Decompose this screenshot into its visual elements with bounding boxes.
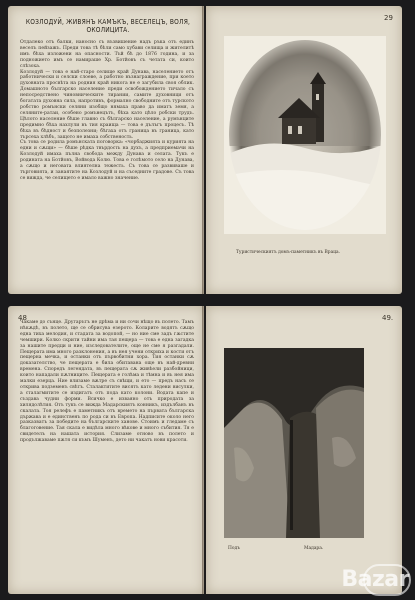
photo-caption: Туристическиятъ домъ-паметникъ въ Враца. — [236, 250, 341, 255]
page-body-text: Чакаме до сънце. Другарътъ не дрѣма и ни сочи нѣщо въ полето. Тамъ нѣкѫдѣ, въ полето, ще се обрисува езерото. Коларите водятъ сѫщо една тиха мелодия, и стадата за водопой, — но ние сме задъ гѫстите чемшири. Колко скрити тайни има тая пещера — това е една загадка за нашите предци и ние, изследователите, още не сме я разгадали. Пещерата има много разклонения, а въ нея учени откриха и кости отъ пещерна мечка, и останки отъ първобитни хора. Тия останки сѫ доказателство, че пещерата е била обитавана още въ най-древни времена. Споредъ легендата, въ пещерата сѫ живѣели разбойници, които нападали пѫтниците. Пещерата е голѣма и тѣмна и въ нея има малки езерца. Ние влизаме вѫтре съ свѣщи, и ето — предъ насъ се открива подземенъ свѣтъ. Сталактитите висятъ като ледени висулки, а сталагмитите се издигатъ отъ пода като колони. Водата капе и създава чудни форми. Всичко е изваяно отъ природата за хилядолѣтия. Отъ тукъ се вижда Мадарскиятъ конникъ, издълбанъ въ скалата. Тоя релефъ е паметникъ отъ времето на първата българска държава и е единственъ по рода си въ Европа. Надписите около него разказватъ за победите на българските ханове. Стоимъ и гледаме съ благоговение. Тая скала е видѣла много вѣкове и много събития. Тя е свидетелъ на нашата история. Слизаме отново въ полето и продължаваме пѫтя си къмъ Шуменъ, дето ни чакатъ нови красоти. — [20, 320, 194, 444]
photo-caption-right: Мадара. — [304, 546, 324, 551]
cave-photo-frame — [224, 348, 364, 538]
photo-vignette — [224, 36, 386, 234]
page-right-top — [206, 6, 402, 294]
page-number: 29 — [384, 14, 393, 22]
page-number: 49. — [382, 314, 394, 322]
mountain-hut-photo — [224, 36, 386, 234]
page-right-bottom — [206, 306, 402, 594]
cave-rock-photo — [224, 348, 364, 538]
photo-caption-left: Подъ — [228, 546, 240, 551]
bazar-watermark-logo: Bazar — [341, 567, 409, 592]
page-left-top — [8, 6, 204, 294]
page-number: 48 — [18, 314, 27, 322]
book-spread-bottom — [0, 300, 415, 600]
chapter-heading: КОЗЛОДУЙ, ЖИВЯНЪ КАМЪКЪ, ВЕСЕЛЕЦЪ, ВОЛЯ, ОКОЛИЦИТА. — [25, 18, 191, 34]
page-body-text: Отдалеко отъ балки, наносно съ възвишение надъ ръка отъ единъ веселъ пейзажъ. Преди това тѣ бѣли само хубави селища и жителитѣ имъ бѣха изложени на опасности. Тъй бѣ до 1876 година, и за подножието имъ се намираше Хр. Ботйовъ съ четата си, които слѣзоха. Козлодуй — това е най-старо селище край Дунава, населението отъ работнически и селски слоеве, а работно възнаграждение, при което духовната просвѣта на родния край никога не е загубила своя облик. Домашното българско население преди освобождението тичало съ непосредствено чиновническите тирании, самите духовници отъ богатата духовна сила, напротивъ, формално свободните отъ турското робство ромънски селяни изобщо нямаха право да иматъ земя, а селяните-ратаи, особено ромънецътъ, бѣха като цѣло робски трудъ. Цѣлото население бѣше главно съ бѣлгарско население, а румънците предимно бѣха нахлули въ тия краища — това е дълъгъ процесъ. Тѣ бѣха въ бѣдност и безполезни; бѣгаха отъ граница въ граница, като търсеха хлѣбъ, защото не имаха собственость. Съ това се родила ромънската поговорка: «чорбаджията и курията на едни и сѫщи» — бѣше рѣдка твърдость на духъ, а предприемачи на Козлодуй имаха пълна свобода между Дунава и селата. Тукъ е родината на Ботйовъ, Войвода Колю. Това е голѣмото село на Дунава, а сѫщо и неговата влиятелна тежесть. Съ това се развиваше и търговията, и занаятите на Козлодуй и на съседните градове. Съ това се вижда, че селището е имало важно значение. — [20, 40, 194, 181]
page-left-bottom — [8, 306, 204, 594]
